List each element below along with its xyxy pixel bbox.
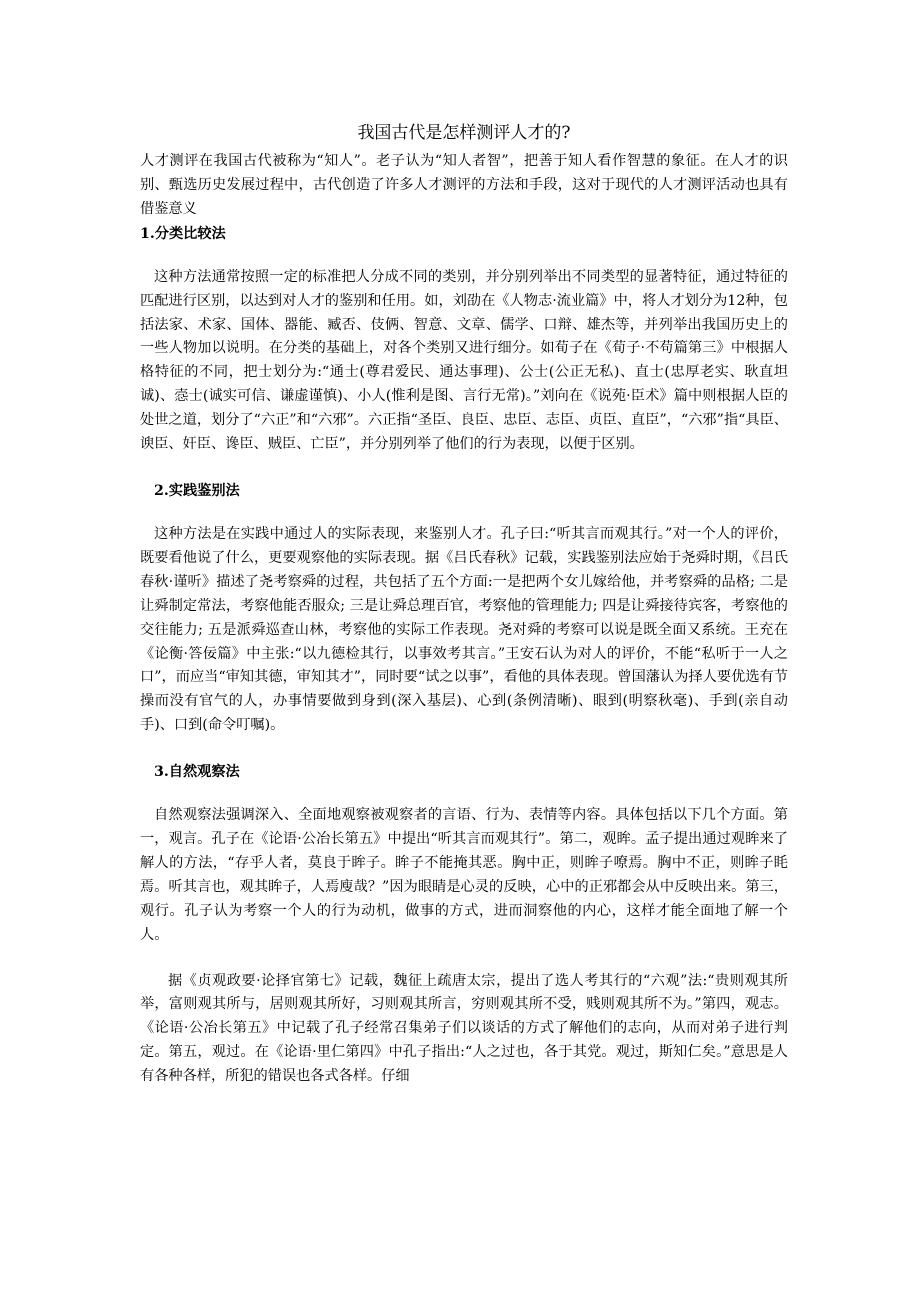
spacer bbox=[140, 246, 788, 266]
spacer bbox=[140, 503, 788, 523]
spacer bbox=[140, 784, 788, 804]
document-title: 我国古代是怎样测评人才的? bbox=[357, 123, 571, 143]
spacer bbox=[140, 948, 788, 970]
section-paragraph: 据《贞观政要·论择官第七》记载，魏征上疏唐太宗，提出了选人考其行的“六观”法:“贵则观其所举，富则观其所与，居则观其所好，习则观其所言，穷则观其所不受，贱则观其所不为。”第四，观志。《论语·公冶长第五》中记载了孔子经常召集弟子们以谈话的方式了解他们的志向，从而对弟子进行判定。第五，观过。在《论语·里仁第四》中孔子指出:“人之过也，各于其党。观过，斯知仁矣。”意思是人有各种各样，所犯的错误也各式各样。仔细 bbox=[140, 972, 788, 1085]
section-paragraph: 自然观察法强调深入、全面地观察被观察者的言语、行为、表情等内容。具体包括以下几个方面。第一，观言。孔子在《论语·公冶长第五》中提出“听其言而观其行”。第二，观眸。孟子提出通过观眸来了解人的方法，“存乎人者，莫良于眸子。眸子不能掩其恶。胸中正，则眸子嘹焉。胸中不正，则眸子眊焉。听其言也，观其眸子，人焉廋哉？”因为眼睛是心灵的反映，心中的正邪都会从中反映出来。第三，观行。孔子认为考察一个人的行为动机，做事的方式，进而洞察他的内心，这样才能全面地了解一个人。 bbox=[140, 807, 788, 943]
document-page bbox=[140, 118, 788, 1089]
section-heading-observation: 3.自然观察法 bbox=[154, 764, 240, 781]
section-paragraph: 这种方法是在实践中通过人的实际表现，来鉴别人才。孔子曰:“听其言而观其行。”对一个人的评价，既要看他说了什么，更要观察他的实际表现。据《吕氏春秋》记载，实践鉴别法应始于尧舜时期，《吕氏春秋·谨听》描述了尧考察舜的过程，共包括了五个方面:一是把两个女儿嫁给他，并考察舜的品格; 二是让舜制定常法，考察他能否服众; 三是让舜总理百官，考察他的管理能力; 四是让舜接待宾客，考察他的交往能力; 五是派舜巡查山林，考察他的实际工作表现。尧对舜的考察可以说是既全面又系统。王充在《论衡·答佞篇》中主张:“以九德检其行，以事效考其言。”王安石认为对人的评价，不能“私听于一人之口”，而应当“审知其德，审知其才”，同时要“试之以事”，看他的具体表现。曾国藩认为择人要优选有节操而没有官气的人，办事情要做到身到(深入基层)、心到(条例清晰)、眼到(明察秋毫)、手到(亲自动手)、口到(命令叮嘱)。 bbox=[140, 525, 788, 734]
section-paragraph: 这种方法通常按照一定的标准把人分成不同的类别，并分别列举出不同类型的显著特征，通过特征的匹配进行区别，以达到对人才的鉴别和任用。如，刘劭在《人物志·流业篇》中，将人才划分为12种，包括法家、术家、国体、器能、臧否、伎俩、智意、文章、儒学、口辩、雄杰等，并列举出我国历史上的一些人物加以说明。在分类的基础上，对各个类别又进行细分。如荀子在《荀子·不苟篇第三》中根据人格特征的不同，把士划分为:“通士(尊君爱民、通达事理)、公士(公正无私)、直士(忠厚老实、耿直坦诚)、悫士(诚实可信、谦虚谨慎)、小人(惟利是图、言行无常)。”刘向在《说苑·臣术》篇中则根据人臣的处世之道，划分了“六正”和“六邪”。六正指“圣臣、良臣、忠臣、志臣、贞臣、直臣”，“六邪”指“具臣、谀臣、奸臣、谗臣、贼臣、亡臣”，并分别列举了他们的行为表现，以便于区别。 bbox=[140, 268, 788, 453]
section-heading-classification: 1.分类比较法 bbox=[140, 225, 226, 242]
intro-paragraph: 人才测评在我国古代被称为“知人”。老子认为“知人者智”，把善于知人看作智慧的象征。在人才的识别、甄选历史发展过程中，古代创造了许多人才测评的方法和手段，这对于现代的人才测评活动也具有借鉴意义 bbox=[140, 153, 788, 217]
spacer bbox=[140, 457, 788, 479]
spacer bbox=[140, 738, 788, 760]
section-heading-practice: 2.实践鉴别法 bbox=[154, 482, 240, 499]
